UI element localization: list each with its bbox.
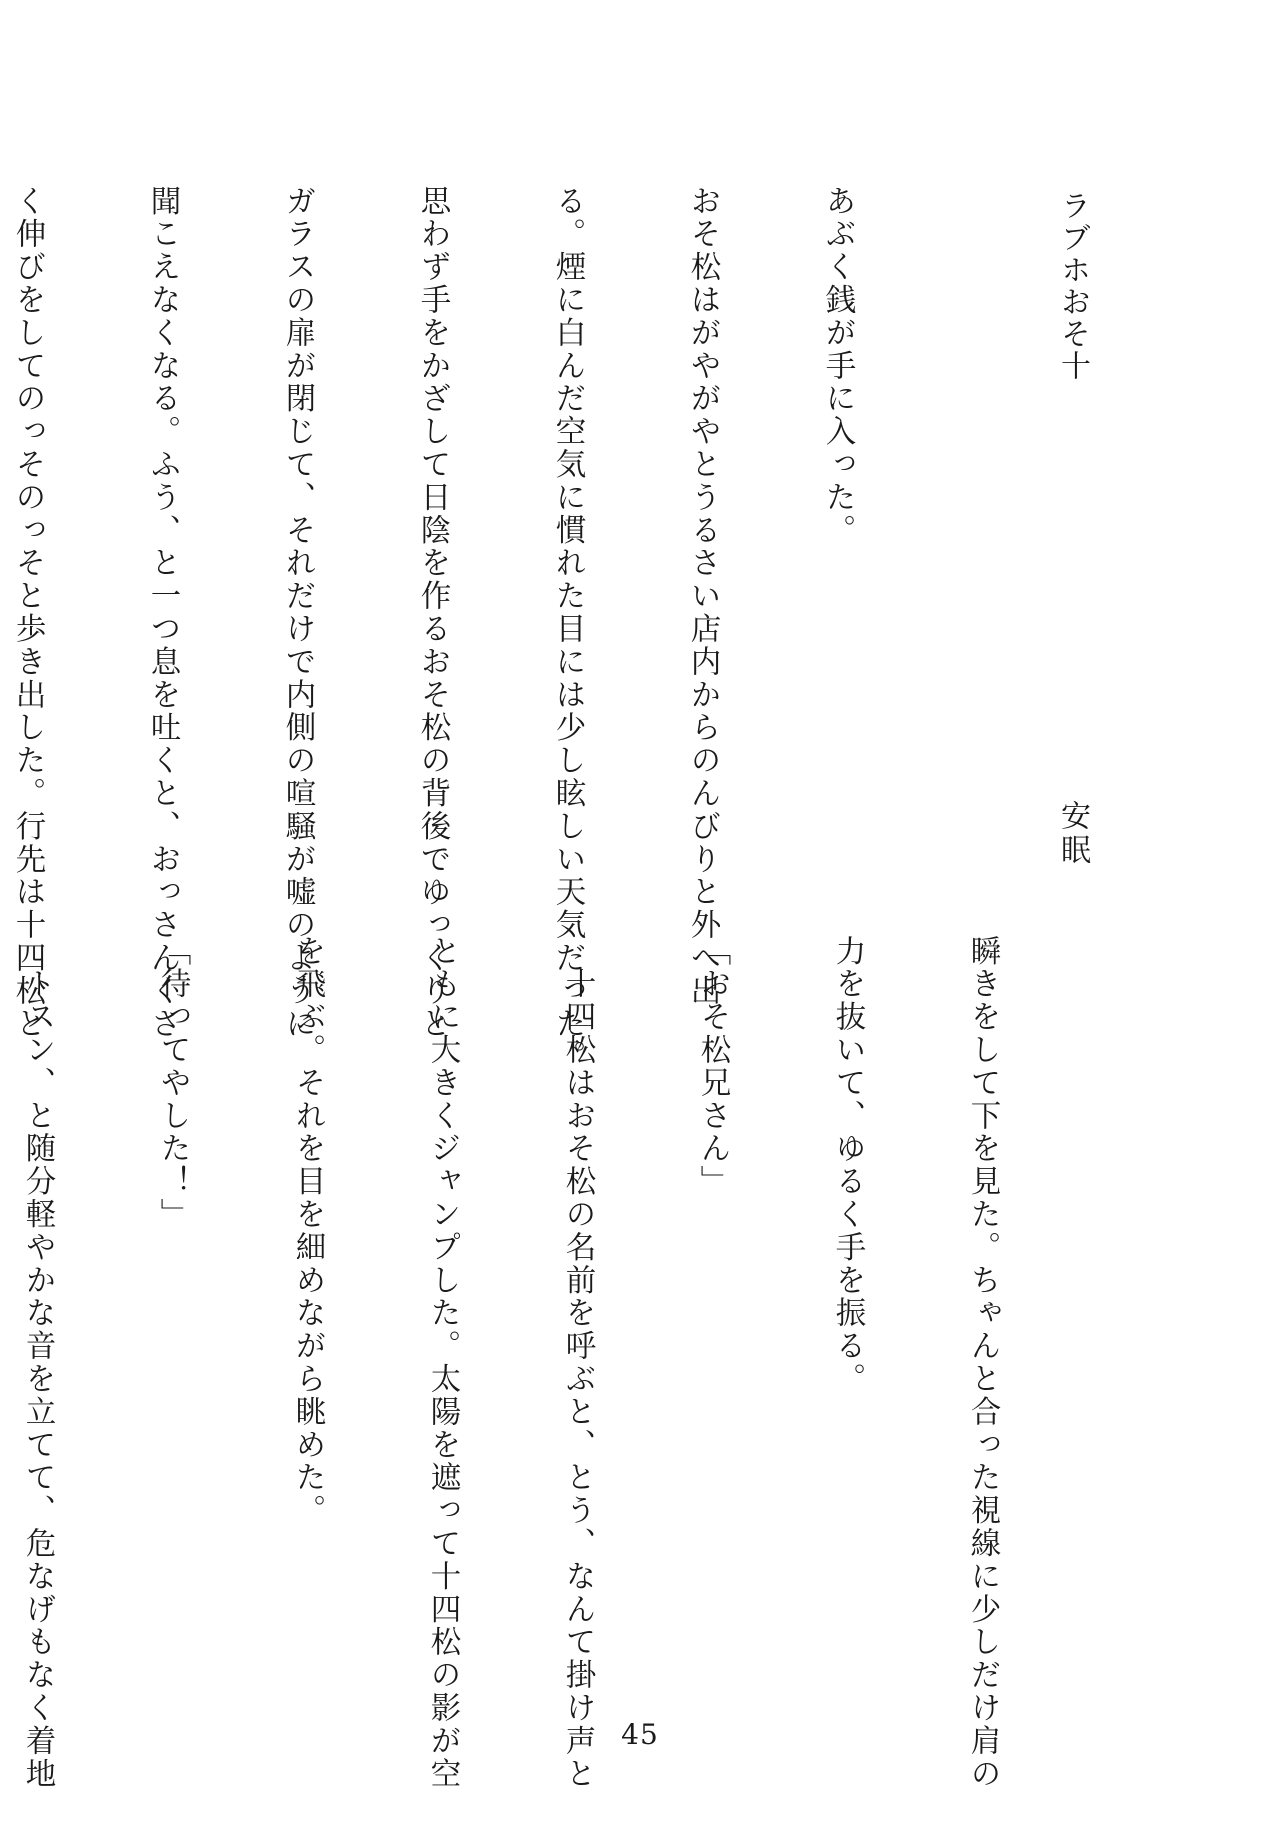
- text-line: 力を抜いて、ゆるく手を振る。: [830, 935, 865, 1396]
- text-line: 「待ってやした！」: [155, 935, 190, 1232]
- author-name: 安眠: [1055, 800, 1090, 868]
- text-line: トスン、と随分軽やかな音を立てて、危なげもなく着地: [20, 935, 55, 1791]
- text-line: る。煙に白んだ空気に慣れた目には少し眩しい天気だった。: [550, 185, 585, 1074]
- text-line: あぶく銭が手に入った。: [820, 185, 855, 547]
- story-title: ラブホおそ十: [1055, 190, 1090, 382]
- text-line: 「おそ松兄さん」: [695, 935, 730, 1199]
- text-line: ガラスの扉が閉じて、それだけで内側の喧騒が嘘のように: [280, 185, 315, 1041]
- text-line: 十四松はおそ松の名前を呼ぶと、とう、なんて掛け声と: [560, 935, 595, 1791]
- text-line: 思わず手をかざして日陰を作るおそ松の背後でゆっくりと: [415, 185, 450, 1041]
- text-line: ともに大きくジャンプした。太陽を遮って十四松の影が空: [425, 935, 460, 1791]
- text-line: 瞬きをして下を見た。ちゃんと合った視線に少しだけ肩の: [965, 935, 1000, 1791]
- text-line: おそ松はがやがやとうるさい店内からのんびりと外へ出: [685, 185, 720, 1008]
- text-line: 聞こえなくなる。ふう、と一つ息を吐くと、おっさんくさ: [145, 185, 180, 1041]
- text-line: を飛ぶ。それを目を細めながら眺めた。: [290, 935, 325, 1528]
- text-line: く伸びをしてのっそのっそと歩き出した。行先は十四松と: [10, 185, 45, 1041]
- page-number: 45: [621, 1718, 659, 1751]
